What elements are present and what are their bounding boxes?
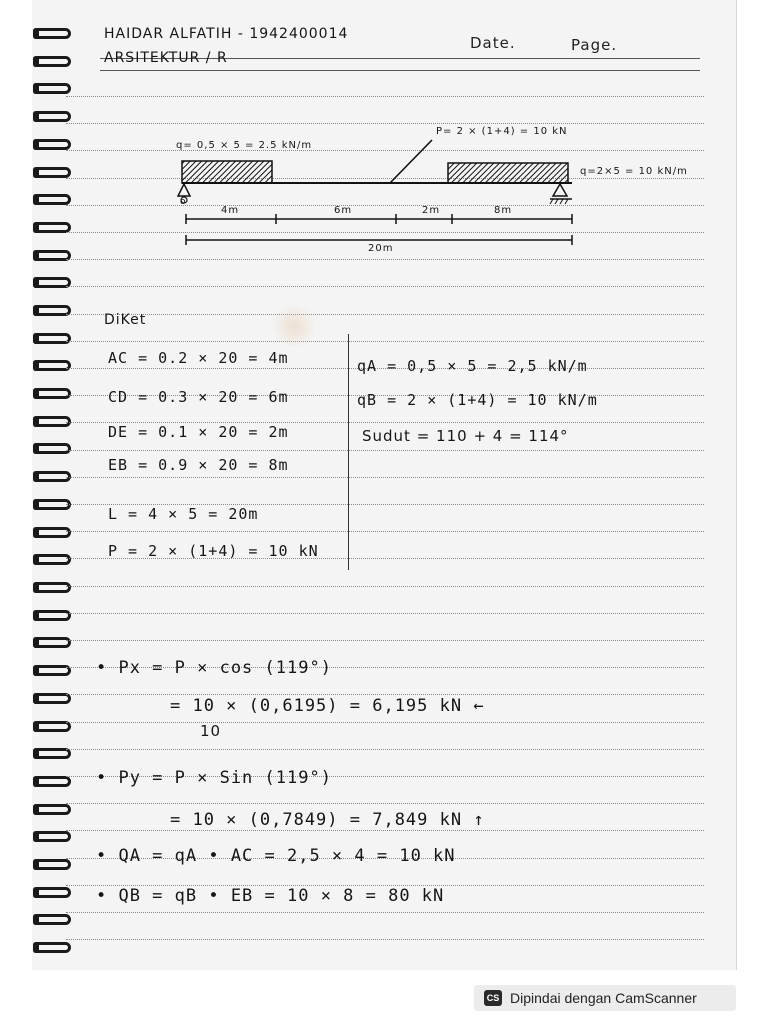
point-load-label: P= 2 × (1+4) = 10 kN (436, 126, 568, 137)
class-label: ARSITEKTUR / R (104, 50, 228, 66)
given-l: L = 4 × 5 = 20m (108, 505, 259, 523)
given-ac: AC = 0.2 × 20 = 4m (108, 349, 289, 367)
ruled-line (66, 939, 704, 940)
ruled-line (66, 586, 704, 587)
spiral-ring (33, 443, 71, 454)
ruled-line (66, 694, 704, 695)
dim-ac: 4m (221, 205, 240, 216)
support-left (178, 184, 190, 196)
given-de: DE = 0.1 × 20 = 2m (108, 423, 289, 441)
spiral-ring (33, 887, 71, 898)
py-formula: • Py = P × Sin (119°) (96, 768, 332, 788)
ruled-line (66, 314, 704, 315)
py-result: = 10 × (0,7849) = 7,849 kN ↑ (170, 810, 485, 830)
load-right-label: q=2×5 = 10 kN/m (580, 166, 688, 177)
px-formula: • Px = P × cos (119°) (96, 658, 332, 678)
dim-cd: 6m (334, 205, 353, 216)
spiral-ring (33, 554, 71, 565)
dim-de: 2m (422, 205, 441, 216)
given-p: P = 2 × (1+4) = 10 kN (108, 542, 319, 560)
ruled-line (66, 912, 704, 913)
given-eb: EB = 0.9 × 20 = 8m (108, 456, 289, 474)
spiral-ring (33, 388, 71, 399)
spiral-ring (33, 859, 71, 870)
spiral-ring (33, 333, 71, 344)
given-qb: qB = 2 × (1+4) = 10 kN/m (357, 391, 598, 409)
given-divider (348, 334, 349, 570)
spiral-ring (33, 360, 71, 371)
given-heading: DiKet (104, 312, 147, 328)
ruled-line (66, 749, 704, 750)
beam-diagram (0, 0, 768, 300)
given-angle: Sudut = 110 + 4 = 114° (362, 427, 569, 445)
paper-stain (268, 306, 320, 346)
spiral-ring (33, 610, 71, 621)
support-left-label: o (180, 197, 187, 207)
spiral-ring (33, 776, 71, 787)
ruled-line (66, 830, 704, 831)
spiral-ring (33, 914, 71, 925)
ruled-line (66, 477, 704, 478)
spiral-ring (33, 831, 71, 842)
ruled-line (66, 450, 704, 451)
dim-eb: 8m (494, 205, 513, 216)
ruled-line (66, 613, 704, 614)
camscanner-logo-icon: CS (484, 990, 502, 1006)
spiral-ring (33, 527, 71, 538)
given-qa: qA = 0,5 × 5 = 2,5 kN/m (357, 357, 588, 375)
ruled-line (66, 722, 704, 723)
qa-resultant: • QA = qA • AC = 2,5 × 4 = 10 kN (96, 846, 456, 866)
support-right (553, 184, 567, 196)
load-left-block (182, 161, 272, 183)
spiral-ring (33, 804, 71, 815)
spiral-ring (33, 942, 71, 953)
camscanner-text: Dipindai dengan CamScanner (510, 990, 697, 1006)
dim-total: 20m (368, 243, 394, 254)
camscanner-watermark (474, 985, 736, 1011)
ruled-line (66, 803, 704, 804)
spiral-ring (33, 582, 71, 593)
load-left-label: q= 0,5 × 5 = 2.5 kN/m (176, 140, 313, 151)
ruled-line (66, 341, 704, 342)
point-load-arrow (390, 140, 432, 183)
spiral-ring (33, 637, 71, 648)
px-note: 10 (200, 722, 222, 740)
px-result: = 10 × (0,6195) = 6,195 kN ← (170, 696, 485, 716)
given-cd: CD = 0.3 × 20 = 6m (108, 388, 289, 406)
student-name: HAIDAR ALFATIH - 1942400014 (104, 26, 349, 42)
date-label: Date. (470, 34, 516, 52)
load-right-block (448, 163, 568, 183)
page-label: Page. (571, 36, 618, 54)
ruled-line (66, 640, 704, 641)
qb-resultant: • QB = qB • EB = 10 × 8 = 80 kN (96, 886, 445, 906)
ruled-line (66, 531, 704, 532)
